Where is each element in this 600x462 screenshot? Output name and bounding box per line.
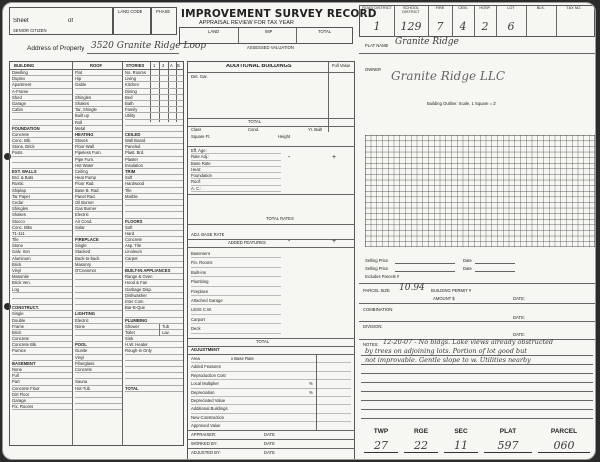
col1-item: Stone [12, 243, 72, 249]
col1-item: EXT. WALLS [12, 169, 72, 175]
col1-item: Shakes [12, 212, 72, 218]
sheet-box [9, 7, 113, 35]
adjustment-label: ADJUSTMENT [191, 347, 220, 352]
col3-item: Paneled [125, 144, 183, 150]
col2-item: POOL [75, 342, 122, 348]
col2-item: FIREPLACE [75, 237, 122, 243]
col1-item: T1-111 [12, 231, 72, 237]
plus-sign-2: + [332, 239, 337, 245]
total-label-2: TOTAL [256, 339, 270, 344]
story-2: 2 [162, 63, 165, 68]
col2-item: Masonry [75, 262, 122, 268]
land-code-label: LAND CODE [118, 9, 143, 14]
adjustment-row-label: Additional Buildings [191, 406, 228, 412]
col3-item: Bath [125, 101, 183, 107]
col3-item: BUILT-IN APPLIANCES [125, 268, 183, 274]
col2-item: Electric [75, 212, 122, 218]
senior-citizen-label: SENIOR CITIZEN [13, 28, 47, 33]
adjustment-row [191, 389, 351, 397]
col2-item: Tar, Shingle [75, 107, 122, 113]
col2-item: Pipe Furn. [75, 157, 122, 163]
page-title: IMPROVEMENT SURVEY RECORD [181, 8, 377, 20]
col2-item: Hip [75, 76, 122, 82]
parcel-id-head: SEC [454, 428, 468, 435]
col3-item: No. Rooms [125, 70, 183, 76]
feature-row: LESS C.W. [191, 305, 281, 314]
col2-item: Oil Burner [75, 200, 122, 206]
parcel-id-value: 27 [364, 439, 398, 453]
appraiser-label: APPRAISER: [191, 432, 217, 437]
col1-item: Garage [12, 101, 72, 107]
parcel-id-value: 597 [484, 439, 532, 453]
col3-item: Soft [125, 225, 183, 231]
col2-item: LIGHTING [75, 311, 122, 317]
col3-item: Sink [125, 336, 183, 342]
col1-item: Pumice [12, 348, 72, 354]
includes-parcels-label: Includes Parcels # [365, 274, 400, 279]
district-col-value: 6 [507, 20, 515, 33]
adjustment-row [191, 405, 351, 413]
col1-item: Conc. Blks [12, 225, 72, 231]
col1-item: Cabin [12, 107, 72, 113]
col1-item: Concrete [12, 132, 72, 138]
percent-sign: % [309, 389, 313, 395]
district-col-head: BLK. [536, 6, 546, 10]
col3-item: Garbage Disp. [125, 287, 183, 293]
feature-row: Deck [191, 324, 281, 333]
address-value: 3520 Granite Ridge Loop [91, 41, 207, 51]
adjustment-row-label: Depreciated Value [191, 397, 226, 403]
total-rates-label: TOTAL RATES [266, 216, 294, 221]
col1-item: Garage [12, 398, 72, 404]
col2-item: None [75, 324, 122, 330]
district-col-value: 129 [400, 20, 422, 33]
owner-value: Granite Ridge LLC [391, 69, 506, 83]
col3-item: CEILED [125, 132, 183, 138]
building-permit-label: BUILDING PERMIT # [431, 288, 472, 293]
district-col-head: LOT [507, 6, 515, 10]
adjustment-row-label: Area [191, 356, 200, 361]
adjustment-row-label: New Construction [191, 414, 225, 420]
notes-label: NOTES: [363, 342, 379, 347]
parcel-id-headers [361, 428, 593, 438]
address-label: Address of Property [27, 45, 85, 52]
col1-item: FOUNDATION [12, 126, 72, 132]
adjustment-row [191, 355, 351, 363]
det-gar-label: Det. Gar. [191, 74, 208, 79]
col3-item: TOTAL [125, 386, 183, 392]
col1-item: Cedar [12, 200, 72, 206]
col3-item: FLOORS [125, 219, 183, 225]
col1-item: None [12, 367, 72, 373]
col1-item: Brick [12, 330, 72, 336]
feature-row: Fin. Rooms [191, 258, 281, 267]
col1-item: CONSTRUCT. [12, 305, 72, 311]
col1-item: A-Frame [12, 89, 72, 95]
col2-item: Pipeless Furn. [75, 150, 122, 156]
district-col-head: FIRE [435, 6, 445, 10]
adjustment-row-label: Depreciation [191, 389, 215, 395]
col1-item: Masonite [12, 274, 72, 280]
imp-col: IMP [265, 29, 273, 34]
col3-item: Range & Oven [125, 274, 183, 280]
col1-item: Frame [12, 324, 72, 330]
col1-item: Double [12, 318, 72, 324]
story-1: 1 [153, 63, 156, 68]
square-ft-label: Square Ft. [191, 134, 211, 139]
plumbing-sub-label: Tub [159, 324, 169, 330]
feature-row: Fireplace [191, 287, 281, 296]
col1-item: Brick [12, 262, 72, 268]
col1-item: Single [12, 311, 72, 317]
feature-row: Plumbing [191, 277, 281, 286]
col2-item: O'Ceanmor [75, 268, 122, 274]
survey-card [2, 2, 596, 460]
parcel-id-head: PLAT [499, 428, 517, 435]
col2-item: Stoves [75, 138, 122, 144]
selling-date-label-2: Date [463, 266, 472, 271]
district-col-head: TAX NO. [566, 6, 582, 10]
col2-item: Gable [75, 82, 122, 88]
adjustment-row [191, 380, 351, 388]
rate-row: Base Rate [191, 161, 281, 167]
col2-item: Shakes [75, 101, 122, 107]
col3-item: Kitchen [125, 82, 183, 88]
col2-item: Hot-Tub [75, 386, 122, 392]
col1-item: Vinyl [12, 268, 72, 274]
roof-head: ROOF [90, 63, 103, 68]
col1-item: Rustic [12, 181, 72, 187]
district-table [359, 5, 595, 37]
col1-item: Log [12, 287, 72, 293]
district-divider [496, 6, 497, 37]
district-col-value: 4 [459, 20, 467, 33]
yr-built-label: Yr. Built [308, 127, 323, 132]
adjustment-row-label: Reproduction Cost [191, 372, 226, 378]
selling-price-label-1: Selling Price [365, 258, 389, 263]
adjustment-row [191, 363, 351, 371]
combination-label: COMBINATION: [363, 307, 394, 312]
district-divider [474, 6, 475, 37]
notes-line-2: by trees on adjoining lots. Portion of lot good but [365, 347, 527, 355]
col3-item: Hardwood [125, 181, 183, 187]
district-col-value: 1 [373, 20, 381, 33]
land-col: LAND [208, 29, 220, 34]
district-col-value: 2 [481, 20, 489, 33]
percent-sign: % [309, 381, 313, 387]
col1-item: Stone, Brick [12, 144, 72, 150]
col3-item: Living [125, 76, 183, 82]
selling-date-label-1: Date [463, 258, 472, 263]
added-features-label: ADDED FEATURES [228, 240, 266, 245]
building-table [9, 61, 184, 446]
adjusted-by-date: DATE [264, 450, 275, 455]
col3-item: Inter Com. [125, 299, 183, 305]
plumbing-sub-label: Lav. [159, 330, 170, 336]
district-divider [452, 6, 453, 37]
col2-item: Flat [75, 70, 122, 76]
feature-row: Carport [191, 315, 281, 324]
worked-by-label: WORKED BY: [191, 441, 218, 446]
building-outline-label: Building Outline: Scale, 1 Square = 2' [427, 101, 497, 106]
plus-sign: + [332, 155, 337, 161]
parcel-id-head: TWP [373, 428, 389, 435]
rate-row: Heat: [191, 167, 281, 173]
district-values [360, 20, 596, 36]
col1-item: Brick Ven. [12, 280, 72, 286]
col1-item: Duplex [12, 76, 72, 82]
appraisal-label: APPRAISAL REVIEW FOR TAX YEAR [199, 20, 294, 26]
story-b: B [177, 63, 180, 68]
rate-rows [191, 148, 281, 192]
division-label: DIVISION: [363, 324, 383, 329]
col1-item: Dwelling [12, 70, 72, 76]
sheet-label: Sheet [13, 18, 29, 24]
plat-name-value: Granite Ridge [395, 37, 459, 47]
col3-item: Asp. Tile [125, 243, 183, 249]
parcel-id-value: 22 [404, 439, 438, 453]
base-rate-suffix: x Base Rate [231, 356, 254, 361]
col1-item: Apartment [12, 82, 72, 88]
col1-item: Shiplap [12, 188, 72, 194]
col3-item: Marble [125, 194, 183, 200]
col1-item: Dirt Floor [12, 392, 72, 398]
col1-item: Part [12, 379, 72, 385]
col3-item: Wall Board [125, 138, 183, 144]
col2-item: Panel Rad. [75, 194, 122, 200]
col2-item: Floor Rad. [75, 181, 122, 187]
col3-item: Plaster [125, 157, 183, 163]
col2-item: Fiberglass [75, 361, 122, 367]
outline-grid-svg [365, 135, 595, 247]
rate-row: A. C.: [191, 186, 281, 192]
adjustment-row [191, 414, 351, 422]
plat-name-label: PLAT NAME [365, 43, 389, 48]
feature-row: Attached Garage [191, 296, 281, 305]
rate-row: Rate Adj.: [191, 154, 281, 160]
col3-item: Dishwasher [125, 293, 183, 299]
col2-item: Ceiling [75, 169, 122, 175]
of-label: of [68, 18, 74, 24]
total-label: TOTAL [248, 119, 262, 124]
col2-item [75, 404, 122, 410]
notes-line-1: 12-20-07 - No bldgs. Lake views already obstructed [383, 338, 554, 346]
rate-row: Roof: [191, 179, 281, 185]
minus-sign: - [288, 155, 291, 161]
story-a: A [170, 63, 173, 68]
building-head: BUILDING [14, 63, 35, 68]
district-headers [360, 6, 596, 18]
col3-item: Tile [125, 188, 183, 194]
adjustment-row [191, 372, 351, 380]
combination-date-label: DATE: [513, 315, 526, 320]
full-value-label: Full Value [332, 63, 351, 68]
col2-item: Back-to-back [75, 256, 122, 262]
parcel-size-label: PARCEL SIZE [363, 288, 390, 293]
col2-item: HEATING [75, 132, 122, 138]
parcel-id-value: 060 [538, 439, 590, 453]
rate-row: Foundation [191, 173, 281, 179]
height-label: Height [278, 134, 291, 139]
col1-item: Conc. Blk. [12, 138, 72, 144]
district-col-head: ROAD DISTRICT [362, 6, 392, 10]
col3-item: Linoleum [125, 249, 183, 255]
notes-line-3: not improvable. Gentle slope to w. Utilities nearby [365, 356, 531, 364]
col3-item: Hard [125, 231, 183, 237]
parcel-id-head: PARCEL [550, 428, 578, 435]
class-label: Class [191, 127, 202, 132]
col3-item: Dining [125, 89, 183, 95]
district-col-head: CEM. [458, 6, 468, 10]
minus-sign-2: - [288, 239, 291, 245]
col2-item: Metal [75, 126, 122, 132]
col3-item: Rough-in Only [125, 348, 183, 354]
col3-item: Plast. Brd. [125, 150, 183, 156]
col1-item: Posts [12, 150, 72, 156]
col1-item: Stucco [12, 219, 72, 225]
owner-label: OWNER [365, 67, 382, 72]
adjustment-rows [191, 355, 351, 431]
col2-item: Air Cond. [75, 219, 122, 225]
col3-item: Hood & Fan [125, 280, 183, 286]
col3-item: Toilet [125, 330, 183, 336]
col2-item: Gas Burner [75, 206, 122, 212]
worked-by-date: DATE [264, 441, 275, 446]
col2-item: Vinyl [75, 355, 122, 361]
adjusted-by-label: ADJUSTED BY: [191, 450, 221, 455]
additional-panel [187, 61, 355, 460]
total-col: TOTAL [318, 29, 332, 34]
col2-item: Built up [75, 113, 122, 119]
col1-item: BASEMENT [12, 361, 72, 367]
col2-item: Shingles [75, 95, 122, 101]
col1-item: Concrete Floor [12, 386, 72, 392]
col1-item: Shingles [12, 206, 72, 212]
phase-box [151, 7, 177, 35]
col2-item: Electric [75, 318, 122, 324]
col3-item: Bar-B-Que [125, 305, 183, 311]
land-code-box [113, 7, 151, 35]
parcel-id-value: 11 [444, 439, 478, 453]
building-col-3 [125, 70, 183, 392]
division-date-label: DATE: [513, 332, 526, 337]
col2-item: Roll [75, 120, 122, 126]
col1-item: Concrete [12, 336, 72, 342]
parcel-size-value: 10.94 [399, 283, 425, 293]
building-outline-grid [365, 135, 595, 247]
col2-item: Stacked [75, 249, 122, 255]
col1-item: Galv. Iron [12, 249, 72, 255]
col2-item: Floor-Wall [75, 144, 122, 150]
district-col-value: 7 [436, 20, 444, 33]
feature-row: Basement [191, 249, 281, 258]
district-col-head: SCHOOL DISTRICT [402, 6, 420, 15]
adjustment-row-label: Approved Value [191, 423, 221, 429]
stories-head: STORIES [126, 63, 145, 68]
district-divider [428, 6, 429, 37]
appraiser-date: DATE [264, 432, 275, 437]
col1-item: Fix. Rooms [12, 404, 72, 410]
col3-item: Concrete [125, 237, 183, 243]
feature-row: Built-ins [191, 268, 281, 277]
district-divider [556, 6, 557, 37]
feature-rows [191, 249, 281, 334]
col2-item: Solar [75, 225, 122, 231]
col3-item: PLUMBING [125, 318, 183, 324]
building-col-2 [75, 70, 122, 410]
col1-item: Concrete Blk. [12, 342, 72, 348]
additional-title: ADDITIONAL BUILDINGS [226, 64, 292, 69]
parcel-id-values [361, 439, 593, 459]
phase-label: PHASE [156, 9, 171, 14]
permit-date-label: DATE: [513, 296, 526, 301]
col1-item: Tar Paper [12, 194, 72, 200]
district-col-head: HOSP. [479, 6, 491, 10]
col1-item: Brd. & Bats [12, 175, 72, 181]
assessed-label: ASSESSED VALUATION [247, 45, 294, 50]
col3-item: TRIM [125, 169, 183, 175]
col3-item: Insulation [125, 163, 183, 169]
col3-item: Shower [125, 324, 183, 330]
district-divider [394, 6, 395, 37]
col3-item: Carpet [125, 256, 183, 262]
adj-base-rate-label: ADJ. BASE RATE [191, 232, 225, 237]
col2-item: Hot Water [75, 163, 122, 169]
adjustment-row-label: Added Features [191, 364, 221, 370]
col3-item: H.W. Heater [125, 342, 183, 348]
adjustment-row [191, 397, 351, 405]
amount-label: AMOUNT $ [433, 296, 455, 301]
col1-item: Tile [12, 237, 72, 243]
col2-item: Sauna [75, 379, 122, 385]
selling-price-label-2: Selling Price [365, 266, 389, 271]
building-col-1 [12, 70, 72, 410]
district-divider [526, 6, 527, 37]
adjustment-row-label: Local Multiplier [191, 381, 219, 387]
col2-item: Gunite [75, 348, 122, 354]
col2-item: Concrete [75, 367, 122, 373]
col2-item: Single [75, 243, 122, 249]
col3-item: Utility [125, 113, 183, 119]
col1-item: Shed [12, 95, 72, 101]
col3-item: Family [125, 107, 183, 113]
col3-item: Soft [125, 175, 183, 181]
col1-item: Full [12, 373, 72, 379]
col3-item: Bed [125, 95, 183, 101]
col1-item: Aluminum [12, 256, 72, 262]
cond-label: Cond. [248, 127, 260, 132]
parcel-id-head: RGE [413, 428, 429, 435]
col2-item: Heat Pump [75, 175, 122, 181]
col2-item: Base B. Rad. [75, 188, 122, 194]
rate-row: Eff. Age: [191, 148, 281, 154]
